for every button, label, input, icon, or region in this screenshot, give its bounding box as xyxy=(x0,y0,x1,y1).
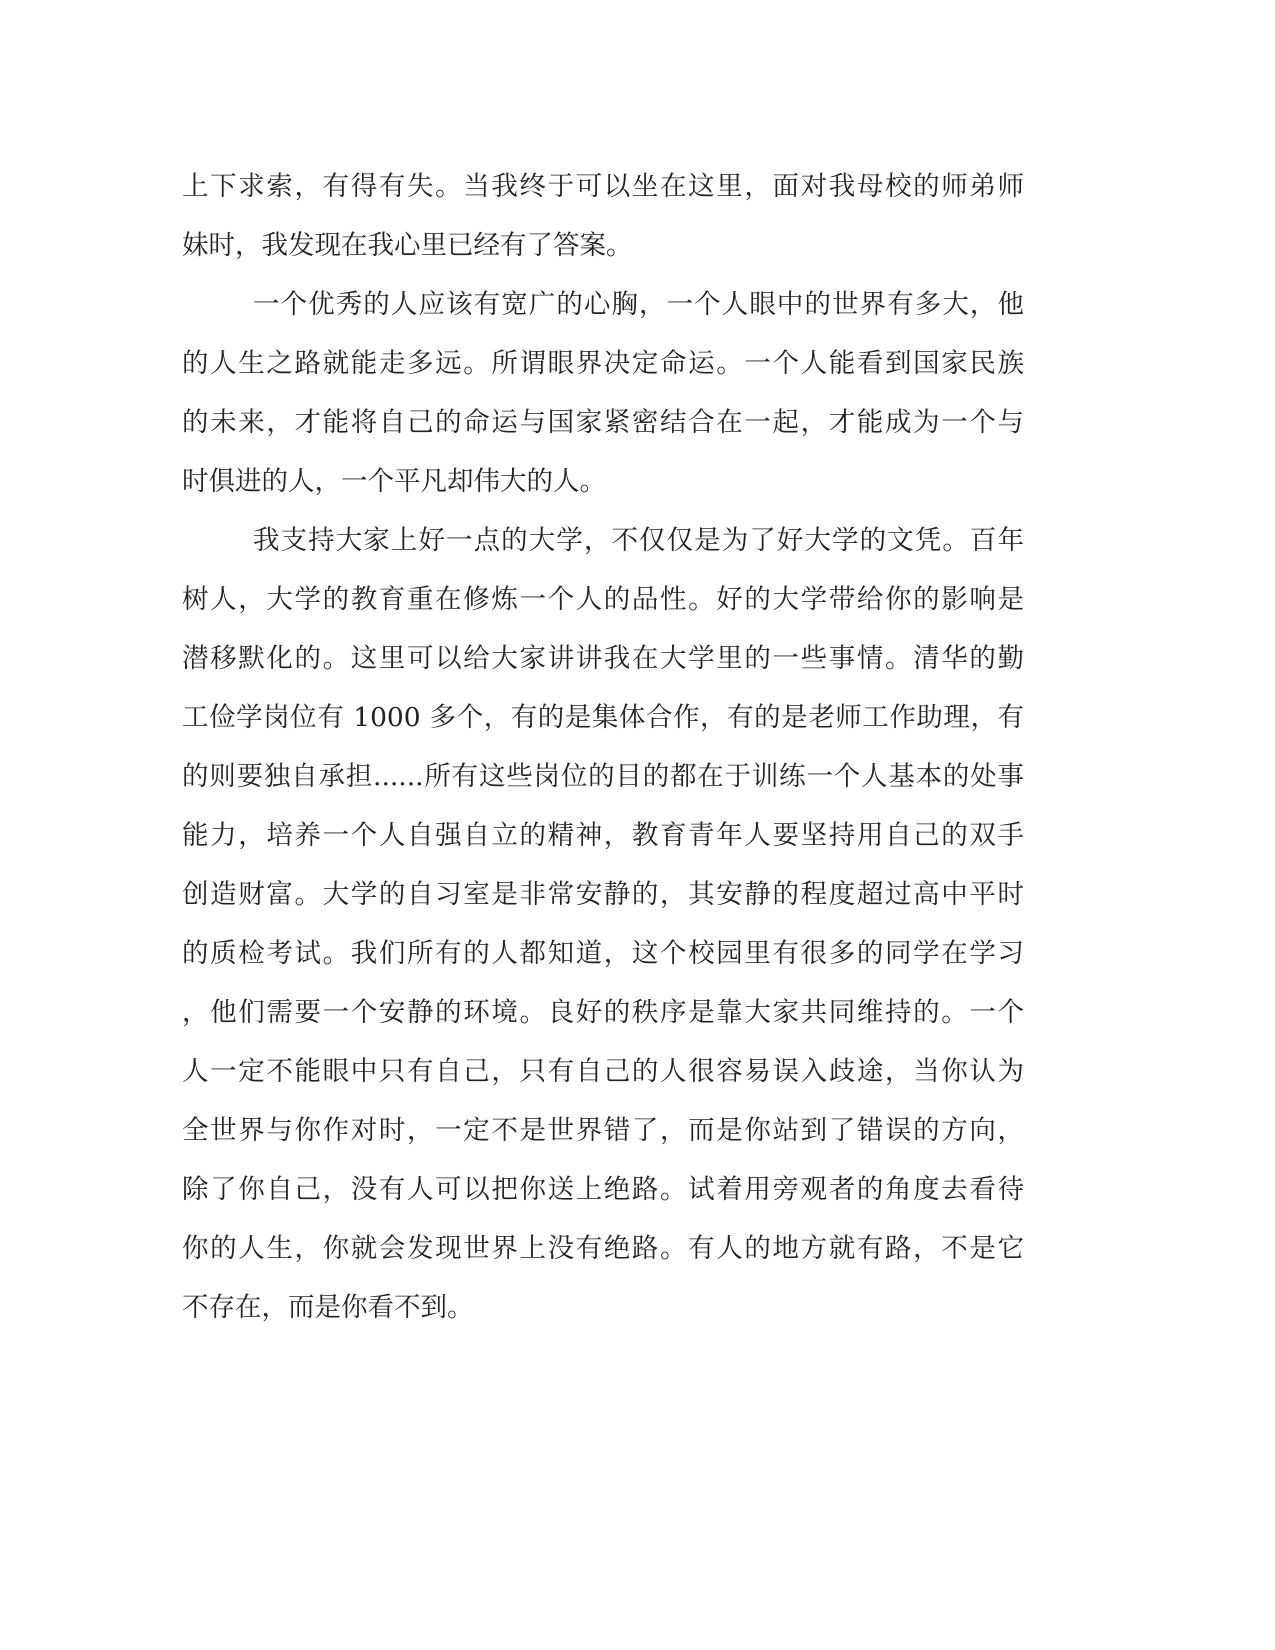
text-line: 的人生之路就能走多远。所谓眼界决定命运。一个人能看到国家民族 xyxy=(182,348,1024,379)
text-line: 能力，培养一个人自强自立的精神，教育青年人要坚持用自己的双手 xyxy=(182,820,1024,851)
text-line: 你的人生，你就会发现世界上没有绝路。有人的地方就有路，不是它 xyxy=(182,1233,1024,1264)
body-text xyxy=(182,157,1024,1337)
paragraph-first-line: 一个优秀的人应该有宽广的心胸，一个人眼中的世界有多大，他 xyxy=(253,289,1024,320)
text-line: 工俭学岗位有 1000 多个，有的是集体合作，有的是老师工作助理，有 xyxy=(182,702,1024,733)
text-line: 人一定不能眼中只有自己，只有自己的人很容易误入歧途，当你认为 xyxy=(182,1056,1024,1087)
text-line: 的未来，才能将自己的命运与国家紧密结合在一起，才能成为一个与 xyxy=(182,407,1024,438)
text-line: 创造财富。大学的自习室是非常安静的，其安静的程度超过高中平时 xyxy=(182,879,1024,910)
text-line: ，他们需要一个安静的环境。良好的秩序是靠大家共同维持的。一个 xyxy=(182,997,1024,1028)
text-line: 全世界与你作对时，一定不是世界错了，而是你站到了错误的方向， xyxy=(182,1115,1024,1146)
text-line: 上下求索，有得有失。当我终于可以坐在这里，面对我母校的师弟师 xyxy=(182,171,1024,202)
text-line: 不存在，而是你看不到。 xyxy=(182,1292,474,1323)
text-line: 除了你自己，没有人可以把你送上绝路。试着用旁观者的角度去看待 xyxy=(182,1174,1024,1205)
text-line: 的质检考试。我们所有的人都知道，这个校园里有很多的同学在学习 xyxy=(182,938,1024,969)
text-line: 的则要独自承担......所有这些岗位的目的都在于训练一个人基本的处事 xyxy=(182,761,1024,792)
text-line: 潜移默化的。这里可以给大家讲讲我在大学里的一些事情。清华的勤 xyxy=(182,643,1024,674)
text-line: 妹时，我发现在我心里已经有了答案。 xyxy=(182,230,633,261)
paragraph-first-line: 我支持大家上好一点的大学，不仅仅是为了好大学的文凭。百年 xyxy=(253,525,1024,556)
text-line: 树人，大学的教育重在修炼一个人的品性。好的大学带给你的影响是 xyxy=(182,584,1024,615)
text-line: 时俱进的人，一个平凡却伟大的人。 xyxy=(182,466,606,497)
